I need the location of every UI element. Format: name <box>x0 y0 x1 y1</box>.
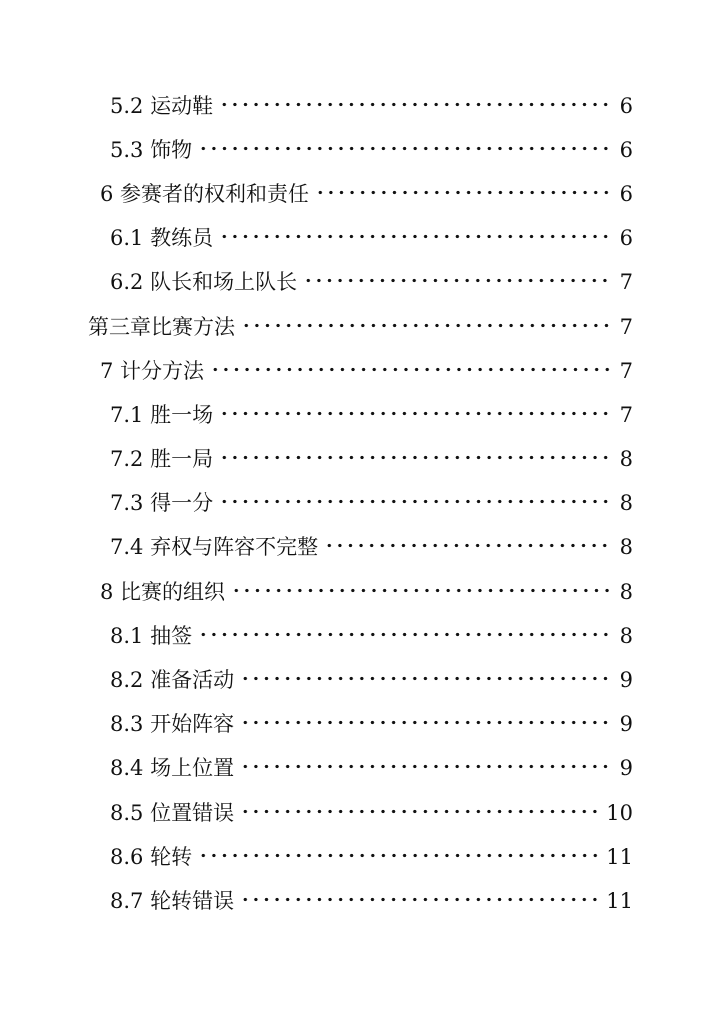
toc-entry-page-number: 9 <box>619 712 633 737</box>
toc-entry-page-number: 9 <box>619 668 633 693</box>
toc-entry[interactable] <box>0 658 720 702</box>
dot-leader <box>241 317 612 338</box>
toc-entry-label: 6.1 教练员 <box>110 226 214 251</box>
dot-leader <box>231 582 612 603</box>
dot-leader <box>240 803 598 824</box>
toc-entry[interactable] <box>0 482 720 526</box>
toc-entry-label: 6 参赛者的权利和责任 <box>100 181 310 206</box>
toc-entry-label: 8.4 场上位置 <box>110 756 235 781</box>
toc-entry-label: 7.4 弃权与阵容不完整 <box>110 535 319 560</box>
dot-leader <box>240 758 612 779</box>
toc-entry-label: 第三章比赛方法 <box>88 314 235 339</box>
toc-entry-page-number: 11 <box>606 844 633 869</box>
toc-entry-page-number: 7 <box>619 314 633 339</box>
toc-entry[interactable] <box>0 172 720 216</box>
dot-leader <box>219 449 612 470</box>
dot-leader <box>315 184 612 205</box>
toc-entry-page-number: 7 <box>619 270 633 295</box>
toc-entry[interactable] <box>0 349 720 393</box>
toc-entry-page-number: 7 <box>619 358 633 383</box>
dot-leader <box>219 493 612 514</box>
dot-leader <box>198 626 612 647</box>
toc-entry-label: 8.6 轮转 <box>110 844 193 869</box>
toc-entry-page-number: 6 <box>619 137 633 162</box>
toc-entry-label: 8.1 抽签 <box>110 623 193 648</box>
dot-leader <box>210 361 612 382</box>
toc-entry-page-number: 9 <box>619 756 633 781</box>
toc-entry-page-number: 8 <box>619 491 633 516</box>
toc-entry[interactable] <box>0 614 720 658</box>
toc-entry-page-number: 8 <box>619 535 633 560</box>
toc-entry-label: 7.1 胜一场 <box>110 402 214 427</box>
toc-entry[interactable] <box>0 791 720 835</box>
toc-entry-page-number: 8 <box>619 579 633 604</box>
toc-entry[interactable] <box>0 393 720 437</box>
toc-entry-page-number: 6 <box>619 226 633 251</box>
toc-entry[interactable] <box>0 128 720 172</box>
toc-entry[interactable] <box>0 305 720 349</box>
toc-entry[interactable] <box>0 879 720 923</box>
toc-entry-label: 8.2 准备活动 <box>110 668 235 693</box>
dot-leader <box>219 228 612 249</box>
toc-entry-label: 7 计分方法 <box>100 358 205 383</box>
toc-entry-page-number: 8 <box>619 447 633 472</box>
dot-leader <box>198 140 612 161</box>
dot-leader <box>303 272 612 293</box>
toc-entry[interactable] <box>0 703 720 747</box>
toc-entry[interactable] <box>0 570 720 614</box>
toc-entry-label: 6.2 队长和场上队长 <box>110 270 298 295</box>
toc-entry-label: 7.2 胜一局 <box>110 447 214 472</box>
toc-entry-label: 8.7 轮转错误 <box>110 888 235 913</box>
dot-leader <box>324 537 612 558</box>
dot-leader <box>219 96 612 117</box>
dot-leader <box>219 405 612 426</box>
toc-entry-label: 8 比赛的组织 <box>100 579 226 604</box>
toc-entry-label: 8.5 位置错误 <box>110 800 235 825</box>
toc-entry-page-number: 8 <box>619 623 633 648</box>
toc-entry-page-number: 6 <box>619 181 633 206</box>
toc-entry[interactable] <box>0 438 720 482</box>
toc-entry[interactable] <box>0 835 720 879</box>
toc-entry[interactable] <box>0 747 720 791</box>
toc-entry[interactable] <box>0 217 720 261</box>
toc-entry-page-number: 7 <box>619 402 633 427</box>
toc-entry-page-number: 10 <box>606 800 633 825</box>
dot-leader <box>198 847 598 868</box>
dot-leader <box>240 891 598 912</box>
dot-leader <box>240 714 612 735</box>
toc-entry-label: 5.3 饰物 <box>110 137 193 162</box>
toc-entry-page-number: 6 <box>619 93 633 118</box>
table-of-contents <box>0 84 720 924</box>
toc-entry-page-number: 11 <box>606 888 633 913</box>
dot-leader <box>240 670 612 691</box>
toc-entry-label: 5.2 运动鞋 <box>110 93 214 118</box>
toc-entry[interactable] <box>0 526 720 570</box>
toc-entry[interactable] <box>0 84 720 128</box>
toc-entry-label: 7.3 得一分 <box>110 491 214 516</box>
toc-entry-label: 8.3 开始阵容 <box>110 712 235 737</box>
toc-entry[interactable] <box>0 261 720 305</box>
